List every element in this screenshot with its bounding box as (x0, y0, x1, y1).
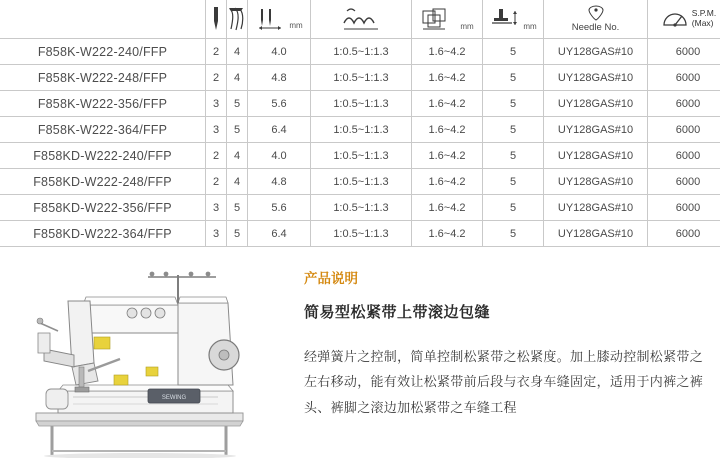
cell-gauge: 4.0 (248, 143, 311, 169)
header-needle-gauge (248, 0, 311, 39)
cell-spm: 6000 (648, 221, 720, 247)
header-spm-line1: S.P.M. (692, 8, 716, 18)
cell-spm: 6000 (648, 195, 720, 221)
needle-type-icon (583, 5, 609, 21)
cell-differential: 1:0.5~1:1.3 (311, 91, 412, 117)
header-model (0, 0, 206, 39)
cell-model: F858K-W222-356/FFP (0, 91, 206, 117)
cell-differential: 1:0.5~1:1.3 (311, 39, 412, 65)
header-needle-no (544, 0, 648, 39)
cell-spm: 6000 (648, 169, 720, 195)
product-description (290, 263, 710, 463)
cell-differential: 1:0.5~1:1.3 (311, 195, 412, 221)
cell-threads: 5 (227, 221, 248, 247)
cell-needles: 3 (206, 91, 227, 117)
header-spm-line2: (Max) (692, 18, 714, 28)
cell-threads: 4 (227, 65, 248, 91)
description-title: 产品说明 (304, 267, 710, 287)
table-row (0, 195, 720, 221)
cell-spm: 6000 (648, 39, 720, 65)
header-presser-lift-unit: mm (523, 22, 536, 31)
cell-spm: 6000 (648, 117, 720, 143)
cell-lift: 5 (483, 221, 544, 247)
cell-spm: 6000 (648, 65, 720, 91)
cell-gauge: 6.4 (248, 117, 311, 143)
cell-needles: 2 (206, 39, 227, 65)
table-header (0, 0, 720, 39)
header-stitch-length-unit: mm (460, 22, 473, 31)
stitch-length-icon (420, 7, 456, 31)
description-body: 经弹簧片之控制，简单控制松紧带之松紧度。加上膝动控制松紧带之左右移动，能有效让松紧带前后段与衣身车缝固定，适用于内裤之裤头、裤脚之滚边加松紧带之车缝工程 (304, 344, 710, 420)
table-row (0, 65, 720, 91)
product-detail-section (0, 263, 720, 463)
table-row (0, 143, 720, 169)
speed-icon (660, 7, 690, 31)
cell-gauge: 4.8 (248, 169, 311, 195)
differential-feed-icon (311, 0, 411, 38)
cell-needle-no: UY128GAS#10 (544, 169, 648, 195)
description-subtitle: 简易型松紧带上带滚边包缝 (304, 301, 710, 322)
cell-model: F858KD-W222-364/FFP (0, 221, 206, 247)
cell-lift: 5 (483, 39, 544, 65)
cell-gauge: 4.8 (248, 65, 311, 91)
cell-lift: 5 (483, 195, 544, 221)
cell-needle-no: UY128GAS#10 (544, 39, 648, 65)
cell-needles: 2 (206, 143, 227, 169)
cell-stitch: 1.6~4.2 (412, 91, 483, 117)
presser-foot-lift-icon (489, 7, 519, 31)
cell-needles: 3 (206, 195, 227, 221)
header-needle-count (206, 0, 227, 39)
cell-needle-no: UY128GAS#10 (544, 117, 648, 143)
header-differential-feed (311, 0, 412, 39)
cell-threads: 5 (227, 195, 248, 221)
cell-needle-no: UY128GAS#10 (544, 91, 648, 117)
cell-threads: 4 (227, 39, 248, 65)
cell-model: F858K-W222-240/FFP (0, 39, 206, 65)
cell-stitch: 1.6~4.2 (412, 143, 483, 169)
needle-count-icon (206, 0, 226, 38)
cell-stitch: 1.6~4.2 (412, 117, 483, 143)
cell-needle-no: UY128GAS#10 (544, 221, 648, 247)
table-row (0, 117, 720, 143)
cell-differential: 1:0.5~1:1.3 (311, 65, 412, 91)
cell-differential: 1:0.5~1:1.3 (311, 143, 412, 169)
cell-needles: 3 (206, 117, 227, 143)
cell-lift: 5 (483, 169, 544, 195)
cell-spm: 6000 (648, 91, 720, 117)
table-row (0, 39, 720, 65)
sewing-machine-illustration (28, 263, 278, 458)
cell-threads: 5 (227, 117, 248, 143)
table-row (0, 169, 720, 195)
cell-gauge: 5.6 (248, 91, 311, 117)
cell-needle-no: UY128GAS#10 (544, 195, 648, 221)
cell-differential: 1:0.5~1:1.3 (311, 221, 412, 247)
cell-model: F858KD-W222-356/FFP (0, 195, 206, 221)
cell-differential: 1:0.5~1:1.3 (311, 117, 412, 143)
header-stitch-length (412, 0, 483, 39)
table-body (0, 39, 720, 247)
cell-stitch: 1.6~4.2 (412, 39, 483, 65)
cell-model: F858KD-W222-248/FFP (0, 169, 206, 195)
needle-gauge-icon (255, 8, 285, 30)
product-image-area (10, 263, 290, 463)
table-row (0, 91, 720, 117)
cell-stitch: 1.6~4.2 (412, 65, 483, 91)
cell-stitch: 1.6~4.2 (412, 195, 483, 221)
header-spm (648, 0, 720, 39)
cell-threads: 5 (227, 91, 248, 117)
header-needle-no-label: Needle No. (572, 22, 620, 33)
cell-model: F858K-W222-364/FFP (0, 117, 206, 143)
cell-needle-no: UY128GAS#10 (544, 143, 648, 169)
cell-gauge: 6.4 (248, 221, 311, 247)
cell-needle-no: UY128GAS#10 (544, 65, 648, 91)
thread-count-icon (227, 0, 247, 38)
cell-threads: 4 (227, 143, 248, 169)
cell-needles: 2 (206, 169, 227, 195)
cell-stitch: 1.6~4.2 (412, 169, 483, 195)
cell-stitch: 1.6~4.2 (412, 221, 483, 247)
cell-gauge: 4.0 (248, 39, 311, 65)
cell-threads: 4 (227, 169, 248, 195)
cell-gauge: 5.6 (248, 195, 311, 221)
table-header-row (0, 0, 720, 39)
cell-model: F858K-W222-248/FFP (0, 65, 206, 91)
cell-needles: 3 (206, 221, 227, 247)
table-row (0, 221, 720, 247)
cell-lift: 5 (483, 65, 544, 91)
cell-model: F858KD-W222-240/FFP (0, 143, 206, 169)
svg-text:SEWING: SEWING (162, 395, 187, 401)
header-needle-gauge-unit: mm (289, 21, 302, 30)
cell-lift: 5 (483, 117, 544, 143)
cell-spm: 6000 (648, 143, 720, 169)
cell-differential: 1:0.5~1:1.3 (311, 169, 412, 195)
cell-lift: 5 (483, 91, 544, 117)
header-thread-count (227, 0, 248, 39)
cell-lift: 5 (483, 143, 544, 169)
header-presser-lift (483, 0, 544, 39)
cell-needles: 2 (206, 65, 227, 91)
